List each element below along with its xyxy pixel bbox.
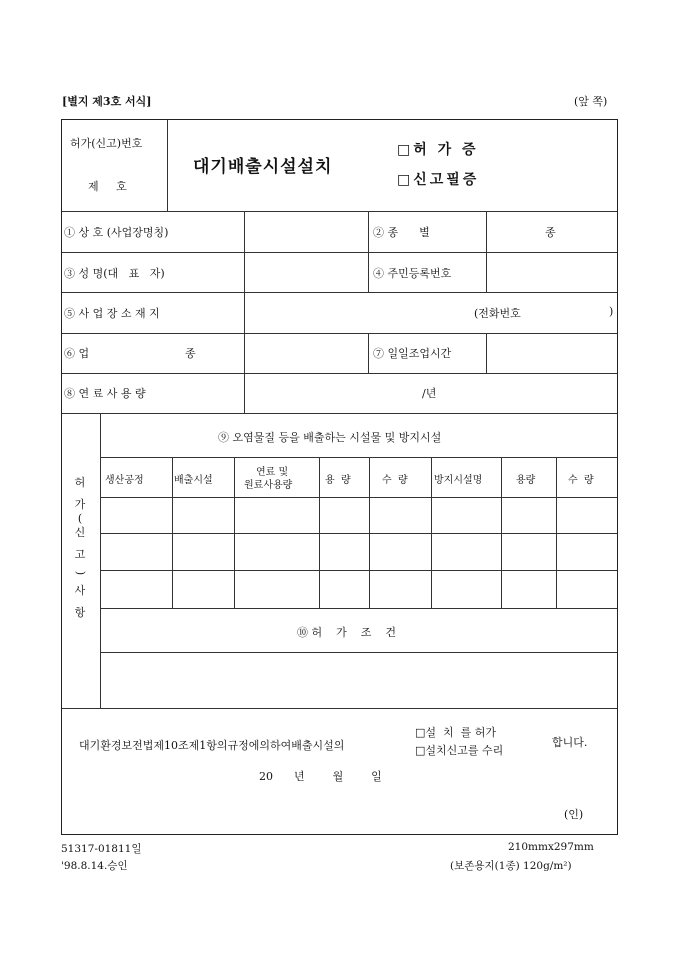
col-quantity-1: 수 량	[382, 475, 408, 486]
col-capacity-1: 용 량	[325, 475, 351, 486]
line-r4	[62, 373, 617, 374]
phone-label: (전화번호	[474, 307, 521, 320]
line-r5	[62, 413, 617, 414]
form-number: [별지 제3호 서식]	[62, 95, 152, 108]
seal-mark: (인)	[564, 808, 584, 821]
vline-side	[100, 413, 101, 708]
checkbox-report[interactable]: □신고필증	[397, 172, 480, 188]
page-side-label: (앞 쪽)	[574, 95, 608, 108]
vline-col-2	[234, 457, 235, 608]
permit-number-label: 허가(신고)번호	[70, 137, 143, 150]
line-r1	[62, 252, 617, 253]
footer-approved: '98.8.14.승인	[61, 860, 128, 872]
vline-col-7	[556, 457, 557, 608]
checkbox-permit[interactable]: □허 가 증	[397, 142, 479, 158]
vline-main-1	[244, 211, 245, 413]
line-r3	[62, 333, 617, 334]
col-capacity-2: 용량	[516, 475, 536, 486]
statement-date: 20 년 월 일	[259, 770, 382, 783]
footer-size: 210mmx297mm	[508, 841, 594, 853]
col-emission-facility: 배출시설	[174, 475, 213, 486]
line-col-header	[100, 497, 617, 498]
footer-paper: (보존용지(1종) 120g/m²)	[450, 860, 572, 872]
resident-number-label: ④ 주민등록번호	[373, 267, 452, 280]
je-ho-label: 제 호	[88, 180, 127, 193]
document-title: 대기배출시설설치	[193, 157, 333, 177]
type-unit: 종	[545, 226, 556, 239]
fuel-usage-label: ⑧ 연 료 사 용 량	[64, 387, 146, 400]
vline-col-6	[501, 457, 502, 608]
vline-main-3b	[486, 252, 487, 293]
line-section-title	[100, 457, 617, 458]
vline-main-2a	[368, 211, 369, 252]
vline-main-2b	[368, 252, 369, 293]
business-type-label: 종	[185, 347, 196, 360]
vline-col-5	[431, 457, 432, 608]
col-prevention-name: 방지시설명	[434, 475, 483, 486]
line-r2	[62, 292, 617, 293]
business-label: ⑥ 업	[64, 347, 90, 360]
line-data-1	[100, 533, 617, 534]
col-quantity-2: 수 량	[568, 475, 594, 486]
phone-close: )	[609, 305, 614, 318]
vline-col-1	[172, 457, 173, 608]
col-fuel-line1: 연료 및	[256, 467, 289, 478]
workplace-address-label: ⑤ 사 업 장 소 재 지	[64, 307, 160, 320]
company-name-label: ① 상 호 (사업장명칭)	[64, 226, 169, 239]
line-condition	[100, 652, 617, 653]
fuel-usage-unit: /년	[422, 387, 437, 400]
representative-label: ③ 성 명(대 표 자)	[64, 267, 165, 280]
vline-col-3	[319, 457, 320, 608]
option-install-permit[interactable]: □설 치 를 허가	[415, 726, 497, 739]
line-data-2	[100, 570, 617, 571]
col-fuel-line2: 원료사용량	[244, 480, 293, 491]
permit-conditions-title: ⑩ 허 가 조 건	[297, 626, 396, 639]
vline-main-2c	[368, 333, 369, 373]
vline-main-3c	[486, 333, 487, 373]
line-facility-bottom	[62, 708, 617, 709]
vline-main-3a	[486, 211, 487, 252]
daily-hours-label: ⑦ 일일조업시간	[373, 347, 452, 360]
vline-col-4	[369, 457, 370, 608]
facility-section-title: ⑨ 오염물질 등을 배출하는 시설물 및 방지시설	[218, 431, 442, 444]
footer-code: 51317-01811일	[61, 843, 142, 855]
permit-matters-side-label: 허 가 ( 신 고 ) 사 항	[74, 476, 87, 619]
col-production-process: 생산공정	[105, 475, 144, 486]
option-report-accept[interactable]: □설치신고를 수리	[415, 744, 504, 757]
statement-end: 합니다.	[552, 736, 588, 749]
vline-permit-no	[167, 120, 168, 211]
line-data-3	[100, 608, 617, 609]
law-statement: 대기환경보전법제10조제1항의규정에의하여배출시설의	[79, 739, 345, 752]
type-label: ② 종 별	[373, 226, 430, 239]
line-top-block	[62, 211, 617, 212]
